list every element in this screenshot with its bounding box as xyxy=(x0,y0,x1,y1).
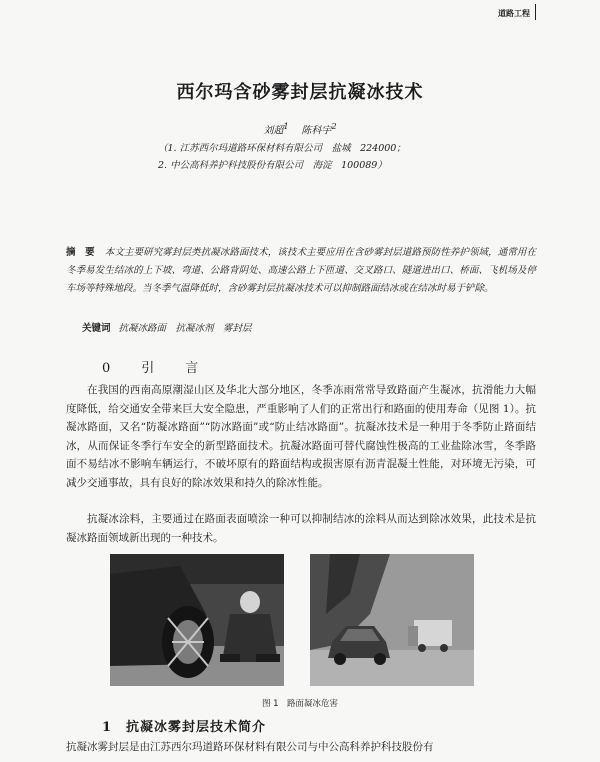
intro-paragraph-1: 在我国的西南高原潮湿山区及华北大部分地区，冬季冻雨常常导致路面产生凝冰，抗滑能力大幅度降低，给交通安全带来巨大安全隐患，严重影响了人们的正常出行和路面的使用寿命（见图 1）。抗凝冰路面，又名“防凝冰路面”“防冰路面”或“防止结冰路面”。抗凝冰技术是一种用于冬季防止路面结冰，从而保证冬季行车安全的新型路面技术。抗凝冰路面可替代腐蚀性极高的工业盐除冰雪，冬季路面不易结冰不影响车辆运行，不破坏原有的路面结构或损害原有沥青混凝土性能，对环境无污染，可减少交通事故，具有良好的除冰效果和持久的除冰性能。 xyxy=(66,384,536,489)
figure-1 xyxy=(110,554,490,686)
keywords-text: 抗凝冰路面 抗凝冰剂 雾封层 xyxy=(118,323,252,334)
affiliation-2: 2. 中公高科养护科技股份有限公司 海淀 100089） xyxy=(158,160,387,171)
keywords xyxy=(82,320,252,334)
abstract xyxy=(66,244,536,298)
affiliation-1: （1. 江苏西尔玛道路环保材料有限公司 盐城 224000； xyxy=(158,143,406,154)
keywords-label: 关键词 xyxy=(82,323,111,334)
author-1-mark: 1 xyxy=(283,121,289,131)
abstract-label: 摘 要 xyxy=(66,247,95,258)
section-1-paragraph: 抗凝冰雾封层是由江苏西尔玛道路环保材料有限公司与中公高科养护科技股份有 xyxy=(66,741,434,753)
abstract-text: 本文主要研究雾封层类抗凝冰路面技术，该技术主要应用在含砂雾封层道路预防性养护领域，通常用在冬季易发生结冰的上下坡、弯道、公路背阴处、高速公路上下匝道、交叉路口、隧道进出口、桥面、飞机场及停车场等特殊地段。当冬季气温降低时，含砂雾封层抗凝冰技术可以抑制路面结冰或在结冰时易于铲除。 xyxy=(66,247,536,294)
icy-road-car-chains-photo xyxy=(110,554,284,686)
running-head: 道路工程 xyxy=(498,9,530,18)
paper-title: 西尔玛含砂雾封层抗凝冰技术 xyxy=(176,82,424,103)
foggy-road-accident-photo xyxy=(310,554,474,686)
running-head-divider xyxy=(535,4,536,20)
section-1-heading: 1 抗凝冰雾封层技术简介 xyxy=(102,720,267,735)
author-1: 刘超 xyxy=(263,125,284,137)
author-2-mark: 2 xyxy=(331,121,337,131)
section-0-heading: 0 引 言 xyxy=(102,361,208,376)
figure-1-caption: 图 1 路面凝冰危害 xyxy=(261,699,339,709)
author-2: 陈科宇 xyxy=(301,125,332,137)
author-line xyxy=(0,121,600,136)
intro-paragraph-2: 抗凝冰涂料，主要通过在路面表面喷涂一种可以抑制结冰的涂料从而达到除冰效果，此技术是抗凝冰路面领域新出现的一种技术。 xyxy=(66,513,536,544)
